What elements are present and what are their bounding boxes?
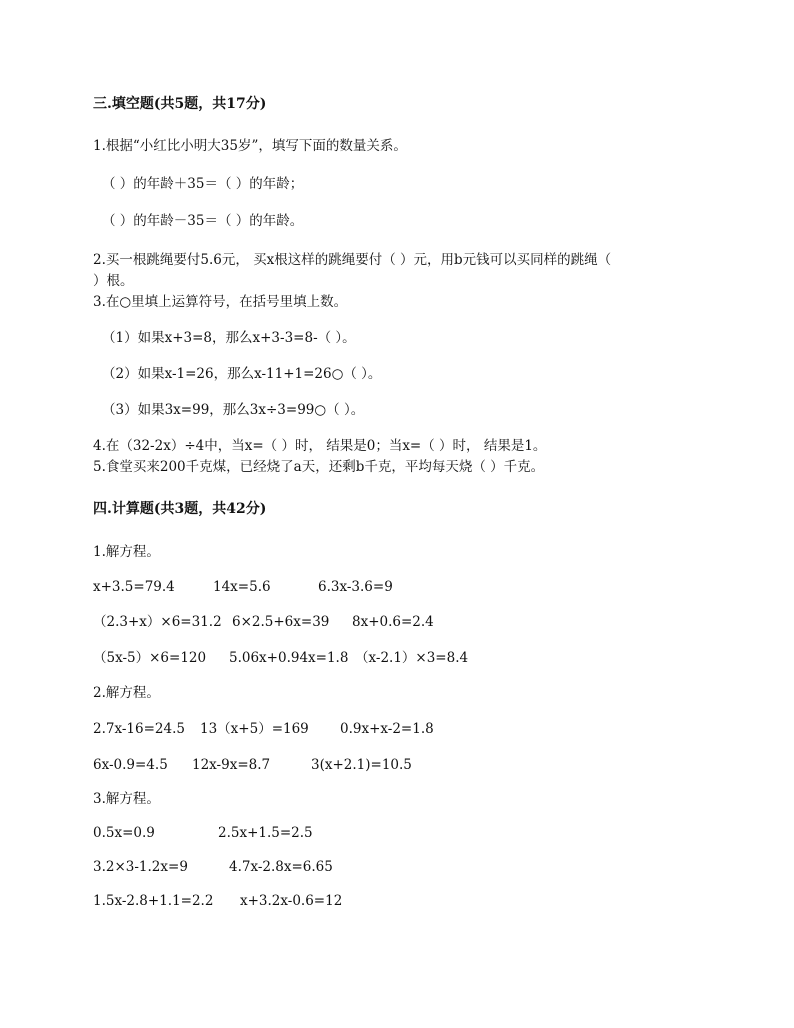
q3-sub-3: （3）如果3x=99，那么3x÷3=99○（ ）。 (102, 402, 365, 418)
q5-text: 5.食堂买来200千克煤，已经烧了a天，还剩b千克，平均每天烧（ ）千克。 (93, 459, 545, 475)
equation: 2.5x+1.5=2.5 (218, 825, 313, 841)
equation: 8x+0.6=2.4 (352, 614, 434, 630)
equation: x+3.5=79.4 (93, 579, 175, 595)
q4-text: 4.在（32-2x）÷4中，当x=（ ）时， 结果是0；当x=（ ）时， 结果是1。 (93, 438, 547, 454)
equation: （5x-5）×6=120 (93, 650, 207, 666)
calc-q3-stem: 3.解方程。 (93, 791, 160, 807)
q1-blank-line-1: （ ）的年龄＋35＝（ ）的年龄； (102, 176, 304, 192)
equation: 4.7x-2.8x=6.65 (229, 859, 333, 875)
equation: 13（x+5）=169 (200, 721, 309, 737)
equation: 6x-0.9=4.5 (93, 757, 168, 773)
equation: x+3.2x-0.6=12 (240, 893, 343, 909)
q3-sub-2: （2）如果x-1=26，那么x-11+1=26○（ ）。 (102, 366, 382, 382)
equation: 3(x+2.1)=10.5 (311, 757, 412, 773)
section-4-title: 四.计算题(共3题，共42分) (93, 501, 267, 517)
calc-q2-stem: 2.解方程。 (93, 685, 160, 701)
equation: 6.3x-3.6=9 (318, 579, 393, 595)
equation: （2.3+x）×6=31.2 (93, 614, 222, 630)
equation: 14x=5.6 (213, 579, 271, 595)
equation: 6×2.5+6x=39 (232, 614, 330, 630)
q2-line-2: ）根。 (93, 273, 134, 289)
q1-blank-line-2: （ ）的年龄－35＝（ ）的年龄。 (102, 213, 304, 229)
q3-stem: 3.在○里填上运算符号，在括号里填上数。 (93, 294, 348, 310)
equation: （x-2.1）×3=8.4 (355, 650, 469, 666)
q3-sub-1: （1）如果x+3=8，那么x+3-3=8-（ ）。 (102, 330, 356, 346)
equation: 0.9x+x-2=1.8 (340, 721, 434, 737)
equation: 1.5x-2.8+1.1=2.2 (93, 893, 214, 909)
q2-line-1: 2.买一根跳绳要付5.6元， 买x根这样的跳绳要付（ ）元，用b元钱可以买同样的跳绳（ (93, 252, 612, 268)
equation: 2.7x-16=24.5 (93, 721, 185, 737)
equation: 0.5x=0.9 (93, 825, 155, 841)
section-3-title: 三.填空题(共5题，共17分) (93, 96, 267, 112)
q1-stem: 1.根据“小红比小明大35岁”，填写下面的数量关系。 (93, 138, 407, 154)
equation: 3.2×3-1.2x=9 (93, 859, 188, 875)
calc-q1-stem: 1.解方程。 (93, 544, 160, 560)
equation: 12x-9x=8.7 (192, 757, 271, 773)
equation: 5.06x+0.94x=1.8 (229, 650, 349, 666)
